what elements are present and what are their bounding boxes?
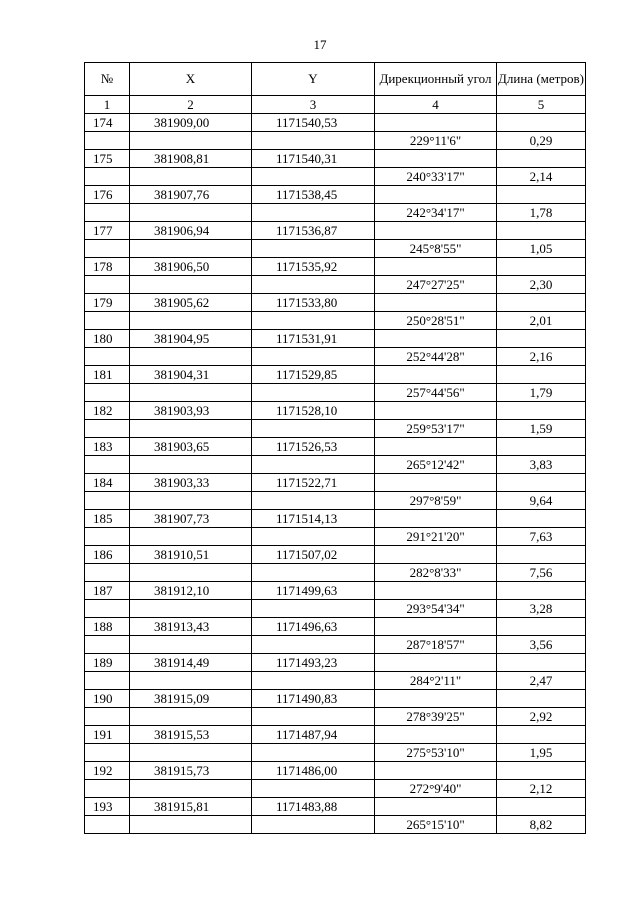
angle-cell — [375, 366, 497, 384]
x-cell: 381903,33 — [130, 474, 252, 492]
length-cell — [497, 762, 586, 780]
angle-cell — [375, 798, 497, 816]
length-cell — [497, 402, 586, 420]
point-row — [85, 222, 586, 240]
point-row — [85, 762, 586, 780]
point-number-cell: 188 — [85, 618, 130, 636]
x-cell: 381906,94 — [130, 222, 252, 240]
x-cell: 381908,81 — [130, 150, 252, 168]
column-number: 3 — [252, 96, 375, 114]
point-number-cell — [85, 744, 130, 762]
point-row — [85, 258, 586, 276]
point-number-cell — [85, 708, 130, 726]
x-cell: 381915,73 — [130, 762, 252, 780]
point-number-cell — [85, 600, 130, 618]
angle-cell: 245°8'55" — [375, 240, 497, 258]
angle-cell: 297°8'59" — [375, 492, 497, 510]
angle-cell — [375, 762, 497, 780]
length-cell — [497, 474, 586, 492]
y-cell — [252, 132, 375, 150]
angle-cell — [375, 582, 497, 600]
angle-cell: 282°8'33" — [375, 564, 497, 582]
angle-cell: 265°12'42" — [375, 456, 497, 474]
length-cell: 3,28 — [497, 600, 586, 618]
angle-cell — [375, 690, 497, 708]
angle-cell — [375, 438, 497, 456]
y-cell: 1171528,10 — [252, 402, 375, 420]
y-cell: 1171538,45 — [252, 186, 375, 204]
point-number-cell — [85, 240, 130, 258]
x-cell — [130, 672, 252, 690]
angle-cell — [375, 294, 497, 312]
length-cell — [497, 222, 586, 240]
point-number-cell — [85, 276, 130, 294]
segment-row — [85, 528, 586, 546]
point-number-cell: 180 — [85, 330, 130, 348]
length-cell: 1,78 — [497, 204, 586, 222]
point-row — [85, 654, 586, 672]
length-cell — [497, 654, 586, 672]
y-cell: 1171531,91 — [252, 330, 375, 348]
length-cell — [497, 186, 586, 204]
column-numbers-row — [85, 96, 586, 114]
x-cell — [130, 564, 252, 582]
point-number-cell: 184 — [85, 474, 130, 492]
table-header-row — [85, 63, 586, 96]
y-cell — [252, 420, 375, 438]
length-cell — [497, 294, 586, 312]
x-cell — [130, 636, 252, 654]
segment-row — [85, 312, 586, 330]
length-cell: 1,05 — [497, 240, 586, 258]
x-cell: 381915,53 — [130, 726, 252, 744]
point-number-cell: 183 — [85, 438, 130, 456]
x-cell: 381904,95 — [130, 330, 252, 348]
page-number: 17 — [313, 37, 327, 52]
y-cell — [252, 780, 375, 798]
segment-row — [85, 384, 586, 402]
segment-row — [85, 348, 586, 366]
point-number-cell — [85, 204, 130, 222]
point-number-cell: 187 — [85, 582, 130, 600]
y-cell: 1171533,80 — [252, 294, 375, 312]
y-cell — [252, 312, 375, 330]
angle-cell — [375, 654, 497, 672]
point-number-cell: 190 — [85, 690, 130, 708]
y-cell — [252, 168, 375, 186]
length-cell: 2,12 — [497, 780, 586, 798]
length-cell — [497, 114, 586, 132]
angle-cell — [375, 258, 497, 276]
angle-cell: 272°9'40" — [375, 780, 497, 798]
x-cell: 381913,43 — [130, 618, 252, 636]
angle-cell — [375, 114, 497, 132]
x-cell — [130, 600, 252, 618]
header-y: Y — [252, 63, 375, 96]
length-cell: 1,79 — [497, 384, 586, 402]
angle-cell — [375, 618, 497, 636]
y-cell — [252, 384, 375, 402]
y-cell — [252, 744, 375, 762]
length-cell: 1,59 — [497, 420, 586, 438]
header-number: № — [85, 63, 130, 96]
point-number-cell: 182 — [85, 402, 130, 420]
segment-row — [85, 816, 586, 834]
y-cell: 1171507,02 — [252, 546, 375, 564]
y-cell: 1171522,71 — [252, 474, 375, 492]
x-cell: 381912,10 — [130, 582, 252, 600]
angle-cell: 259°53'17" — [375, 420, 497, 438]
x-cell — [130, 528, 252, 546]
x-cell: 381914,49 — [130, 654, 252, 672]
point-row — [85, 582, 586, 600]
point-row — [85, 726, 586, 744]
point-number-cell: 192 — [85, 762, 130, 780]
x-cell — [130, 492, 252, 510]
y-cell: 1171486,00 — [252, 762, 375, 780]
length-cell: 7,56 — [497, 564, 586, 582]
angle-cell: 242°34'17" — [375, 204, 497, 222]
length-cell — [497, 798, 586, 816]
angle-cell — [375, 474, 497, 492]
x-cell: 381905,62 — [130, 294, 252, 312]
x-cell: 381906,50 — [130, 258, 252, 276]
coordinates-table — [84, 62, 586, 834]
point-number-cell — [85, 420, 130, 438]
point-number-cell — [85, 636, 130, 654]
length-cell: 2,16 — [497, 348, 586, 366]
point-number-cell: 174 — [85, 114, 130, 132]
y-cell: 1171496,63 — [252, 618, 375, 636]
segment-row — [85, 600, 586, 618]
angle-cell — [375, 330, 497, 348]
y-cell — [252, 492, 375, 510]
segment-row — [85, 456, 586, 474]
length-cell — [497, 330, 586, 348]
angle-cell — [375, 510, 497, 528]
angle-cell — [375, 186, 497, 204]
y-cell — [252, 240, 375, 258]
x-cell — [130, 708, 252, 726]
point-number-cell: 178 — [85, 258, 130, 276]
point-number-cell — [85, 672, 130, 690]
angle-cell: 257°44'56" — [375, 384, 497, 402]
segment-row — [85, 780, 586, 798]
x-cell: 381903,93 — [130, 402, 252, 420]
x-cell: 381915,81 — [130, 798, 252, 816]
length-cell: 2,30 — [497, 276, 586, 294]
x-cell — [130, 168, 252, 186]
length-cell — [497, 258, 586, 276]
angle-cell — [375, 222, 497, 240]
point-number-cell — [85, 384, 130, 402]
x-cell: 381903,65 — [130, 438, 252, 456]
point-row — [85, 330, 586, 348]
x-cell — [130, 132, 252, 150]
segment-row — [85, 240, 586, 258]
header-angle: Дирекционный угол — [375, 63, 497, 96]
x-cell — [130, 204, 252, 222]
angle-cell — [375, 726, 497, 744]
x-cell — [130, 312, 252, 330]
length-cell — [497, 726, 586, 744]
length-cell — [497, 366, 586, 384]
length-cell — [497, 510, 586, 528]
x-cell — [130, 240, 252, 258]
angle-cell: 229°11'6" — [375, 132, 497, 150]
x-cell: 381904,31 — [130, 366, 252, 384]
y-cell: 1171499,63 — [252, 582, 375, 600]
length-cell: 2,14 — [497, 168, 586, 186]
point-number-cell: 179 — [85, 294, 130, 312]
segment-row — [85, 492, 586, 510]
point-number-cell — [85, 816, 130, 834]
point-number-cell: 189 — [85, 654, 130, 672]
point-row — [85, 186, 586, 204]
point-number-cell — [85, 132, 130, 150]
point-number-cell: 191 — [85, 726, 130, 744]
segment-row — [85, 744, 586, 762]
point-number-cell: 177 — [85, 222, 130, 240]
y-cell — [252, 528, 375, 546]
y-cell: 1171535,92 — [252, 258, 375, 276]
y-cell — [252, 636, 375, 654]
length-cell: 1,95 — [497, 744, 586, 762]
angle-cell: 240°33'17" — [375, 168, 497, 186]
point-number-cell — [85, 168, 130, 186]
point-number-cell — [85, 456, 130, 474]
angle-cell: 287°18'57" — [375, 636, 497, 654]
point-number-cell — [85, 312, 130, 330]
angle-cell — [375, 546, 497, 564]
y-cell — [252, 564, 375, 582]
length-cell: 8,82 — [497, 816, 586, 834]
y-cell — [252, 456, 375, 474]
point-row — [85, 474, 586, 492]
y-cell — [252, 600, 375, 618]
y-cell: 1171487,94 — [252, 726, 375, 744]
length-cell: 2,01 — [497, 312, 586, 330]
point-row — [85, 618, 586, 636]
point-row — [85, 114, 586, 132]
angle-cell — [375, 150, 497, 168]
length-cell: 9,64 — [497, 492, 586, 510]
point-row — [85, 798, 586, 816]
table-body — [85, 114, 586, 834]
point-row — [85, 510, 586, 528]
segment-row — [85, 564, 586, 582]
x-cell — [130, 420, 252, 438]
angle-cell: 291°21'20" — [375, 528, 497, 546]
y-cell: 1171540,31 — [252, 150, 375, 168]
angle-cell: 284°2'11" — [375, 672, 497, 690]
y-cell: 1171483,88 — [252, 798, 375, 816]
x-cell — [130, 780, 252, 798]
length-cell: 2,92 — [497, 708, 586, 726]
x-cell: 381915,09 — [130, 690, 252, 708]
point-row — [85, 438, 586, 456]
y-cell: 1171514,13 — [252, 510, 375, 528]
point-row — [85, 366, 586, 384]
x-cell — [130, 744, 252, 762]
point-number-cell — [85, 348, 130, 366]
point-row — [85, 150, 586, 168]
x-cell: 381910,51 — [130, 546, 252, 564]
x-cell — [130, 456, 252, 474]
angle-cell: 275°53'10" — [375, 744, 497, 762]
point-number-cell — [85, 492, 130, 510]
point-row — [85, 294, 586, 312]
point-number-cell: 193 — [85, 798, 130, 816]
segment-row — [85, 672, 586, 690]
y-cell — [252, 816, 375, 834]
y-cell: 1171536,87 — [252, 222, 375, 240]
angle-cell: 247°27'25" — [375, 276, 497, 294]
y-cell: 1171490,83 — [252, 690, 375, 708]
point-row — [85, 546, 586, 564]
length-cell: 3,83 — [497, 456, 586, 474]
angle-cell — [375, 402, 497, 420]
length-cell — [497, 582, 586, 600]
point-row — [85, 690, 586, 708]
point-number-cell: 176 — [85, 186, 130, 204]
point-number-cell: 175 — [85, 150, 130, 168]
segment-row — [85, 636, 586, 654]
y-cell: 1171540,53 — [252, 114, 375, 132]
length-cell — [497, 618, 586, 636]
length-cell — [497, 150, 586, 168]
column-number: 5 — [497, 96, 586, 114]
point-number-cell — [85, 564, 130, 582]
angle-cell: 278°39'25" — [375, 708, 497, 726]
angle-cell: 250°28'51" — [375, 312, 497, 330]
angle-cell: 252°44'28" — [375, 348, 497, 366]
segment-row — [85, 168, 586, 186]
x-cell — [130, 384, 252, 402]
point-number-cell — [85, 780, 130, 798]
length-cell: 3,56 — [497, 636, 586, 654]
header-length: Длина (метров) — [497, 63, 586, 96]
y-cell — [252, 276, 375, 294]
column-number: 1 — [85, 96, 130, 114]
segment-row — [85, 204, 586, 222]
length-cell: 0,29 — [497, 132, 586, 150]
x-cell: 381907,76 — [130, 186, 252, 204]
point-number-cell: 185 — [85, 510, 130, 528]
y-cell — [252, 708, 375, 726]
x-cell: 381907,73 — [130, 510, 252, 528]
point-row — [85, 402, 586, 420]
segment-row — [85, 420, 586, 438]
y-cell: 1171493,23 — [252, 654, 375, 672]
angle-cell: 265°15'10" — [375, 816, 497, 834]
x-cell — [130, 348, 252, 366]
length-cell — [497, 546, 586, 564]
angle-cell: 293°54'34" — [375, 600, 497, 618]
segment-row — [85, 708, 586, 726]
length-cell — [497, 690, 586, 708]
x-cell — [130, 816, 252, 834]
x-cell: 381909,00 — [130, 114, 252, 132]
point-number-cell: 181 — [85, 366, 130, 384]
y-cell — [252, 672, 375, 690]
y-cell — [252, 204, 375, 222]
y-cell: 1171529,85 — [252, 366, 375, 384]
point-number-cell — [85, 528, 130, 546]
column-number: 4 — [375, 96, 497, 114]
length-cell: 2,47 — [497, 672, 586, 690]
segment-row — [85, 276, 586, 294]
point-number-cell: 186 — [85, 546, 130, 564]
y-cell — [252, 348, 375, 366]
column-number: 2 — [130, 96, 252, 114]
x-cell — [130, 276, 252, 294]
length-cell — [497, 438, 586, 456]
length-cell: 7,63 — [497, 528, 586, 546]
segment-row — [85, 132, 586, 150]
header-x: X — [130, 63, 252, 96]
y-cell: 1171526,53 — [252, 438, 375, 456]
